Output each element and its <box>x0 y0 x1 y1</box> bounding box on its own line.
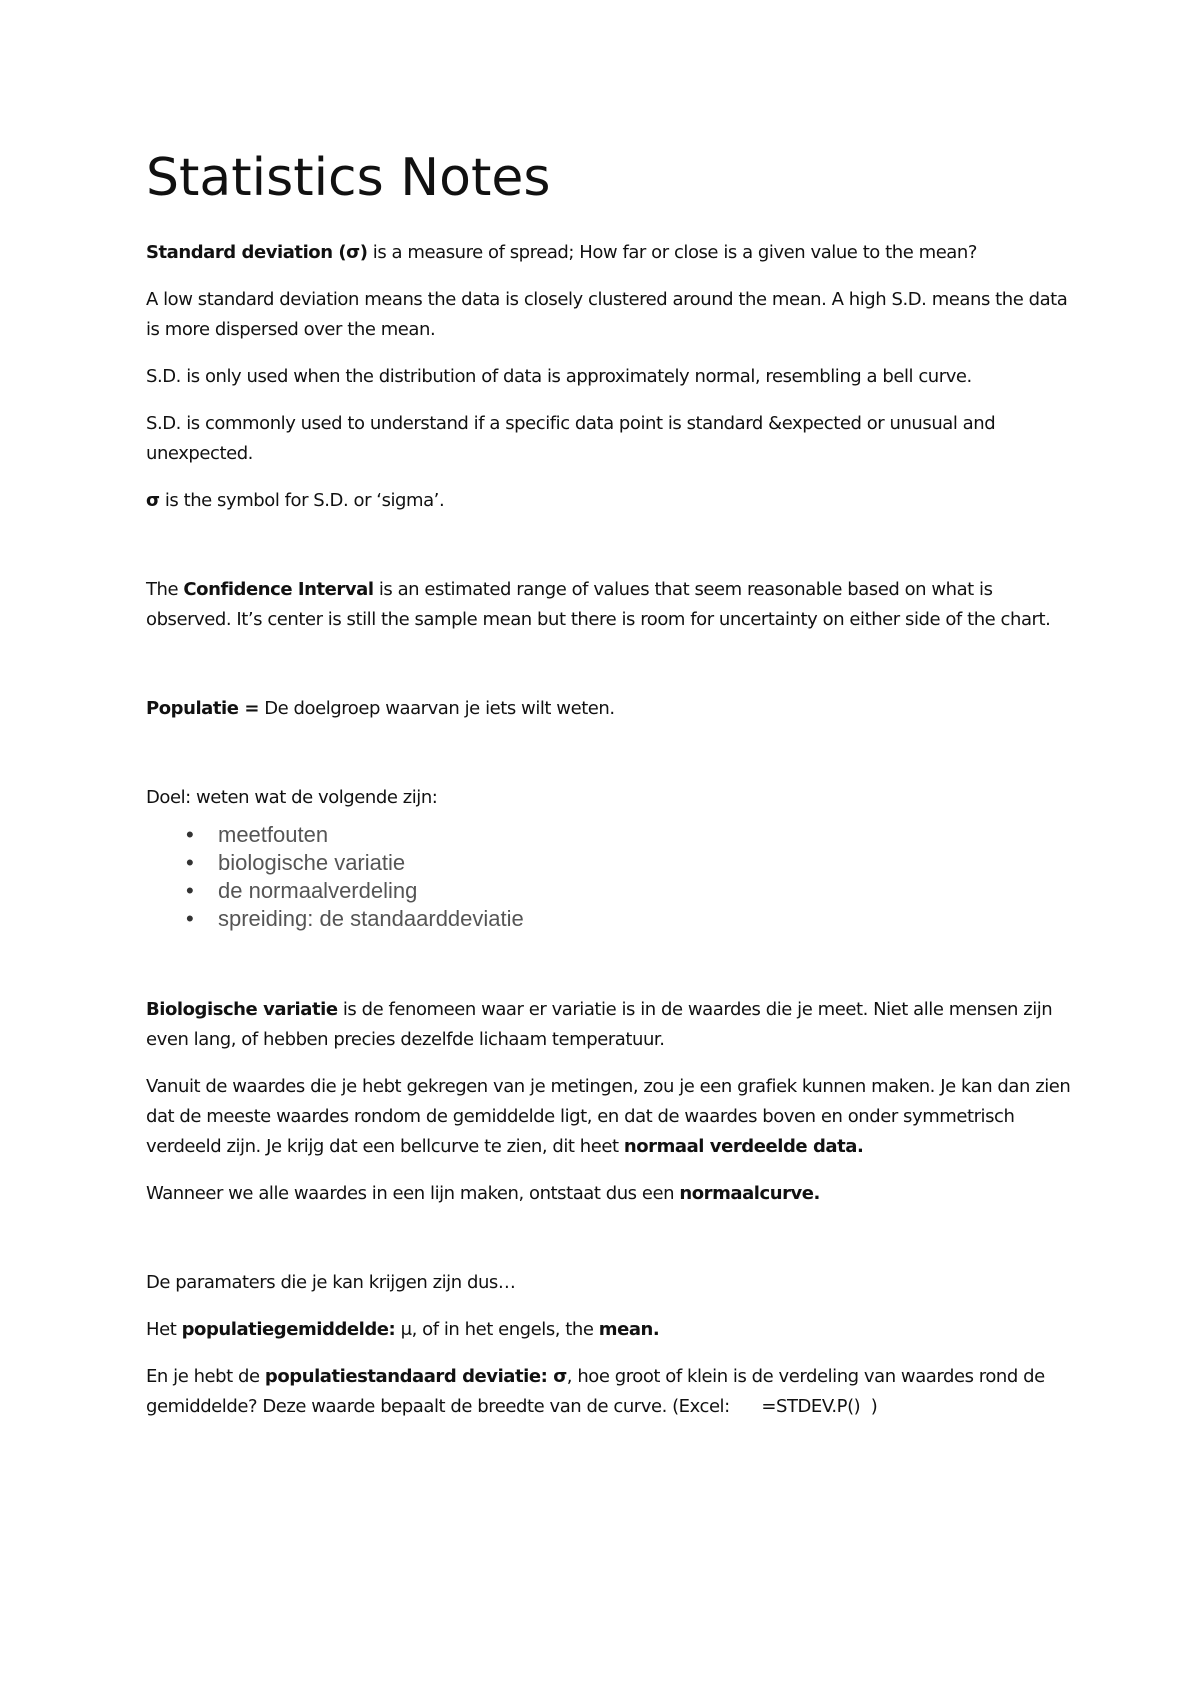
spacer <box>146 741 1076 783</box>
term-populatiegemiddelde: populatiegemiddelde: <box>181 1319 396 1340</box>
list-item: • spreiding: de standaarddeviatie <box>186 905 1076 933</box>
paragraph-biologische-variatie: Biologische variatie is de fenomeen waar er variatie is in de waardes die je meet. Niet alle mensen zijn even lang, of hebben precies dezelfde lichaam temperatuur. <box>146 999 1053 1050</box>
spacer <box>146 933 1076 995</box>
term-populatiestandaard-deviatie: populatiestandaard deviatie: <box>264 1366 548 1387</box>
sigma-symbol: σ <box>146 490 160 511</box>
paragraph-vanuit: Vanuit de waardes die je hebt gekregen van je metingen, zou je een grafiek kunnen maken. Je kan dan zien dat de meeste waardes rondom de gemiddelde ligt, en dat de waardes boven en onder symmetrisch verdeeld zijn. Je krijg dat een bellcurve te zien, dit heet normaal verdeelde data. <box>146 1076 1071 1157</box>
term-standard-deviation: Standard deviation (σ) <box>146 242 368 263</box>
paragraph-doel: Doel: weten wat de volgende zijn: <box>146 787 438 808</box>
paragraph-sigma: σ is the symbol for S.D. or ‘sigma’. <box>146 490 445 511</box>
term-biologische-variatie: Biologische variatie <box>146 999 338 1020</box>
paragraph-sd-low-high: A low standard deviation means the data is closely clustered around the mean. A high S.D. means the data is more dispersed over the mean. <box>146 289 1068 340</box>
list-item: • biologische variatie <box>186 849 1076 877</box>
spacer <box>146 652 1076 694</box>
document-body <box>146 148 1076 1439</box>
paragraph-wanneer: Wanneer we alle waardes in een lijn maken, ontstaat dus een normaalcurve. <box>146 1183 820 1204</box>
term-populatie: Populatie = <box>146 698 259 719</box>
spacer <box>146 1226 1076 1268</box>
paragraph-sd-normal: S.D. is only used when the distribution of data is approximately normal, resembling a bell curve. <box>146 366 972 387</box>
term-confidence-interval: Confidence Interval <box>183 579 374 600</box>
paragraph-sd-common: S.D. is commonly used to understand if a specific data point is standard &expected or unusual and unexpected. <box>146 413 996 464</box>
page-title: Statistics Notes <box>146 148 551 208</box>
paragraph-populatiestandaard-deviatie: En je hebt de populatiestandaard deviatie: σ, hoe groot of klein is de verdeling van waardes rond de gemiddelde? Deze waarde bepaalt de breedte van de curve. (Excel: =STDEV.P() ) <box>146 1366 1051 1417</box>
term-normaal-verdeelde-data: normaal verdeelde data <box>623 1136 857 1157</box>
paragraph-standard-deviation: Standard deviation (σ) is a measure of spread; How far or close is a given value to the mean? <box>146 242 977 263</box>
paragraph-parameters: De paramaters die je kan krijgen zijn dus… <box>146 1272 516 1293</box>
paragraph-confidence-interval: The Confidence Interval is an estimated range of values that seem reasonable based on what is observed. It’s center is still the sample mean but there is room for uncertainty on either side of the chart. <box>146 579 1051 630</box>
spacer <box>146 533 1076 575</box>
bullet-list <box>146 821 1076 933</box>
list-item: • de normaalverdeling <box>186 877 1076 905</box>
term-mean: mean <box>598 1319 653 1340</box>
paragraph-populatiegemiddelde: Het populatiegemiddelde: μ, of in het engels, the mean. <box>146 1319 660 1340</box>
term-normaalcurve: normaalcurve <box>679 1183 814 1204</box>
list-item: • meetfouten <box>186 821 1076 849</box>
paragraph-populatie: Populatie = De doelgroep waarvan je iets wilt weten. <box>146 698 615 719</box>
